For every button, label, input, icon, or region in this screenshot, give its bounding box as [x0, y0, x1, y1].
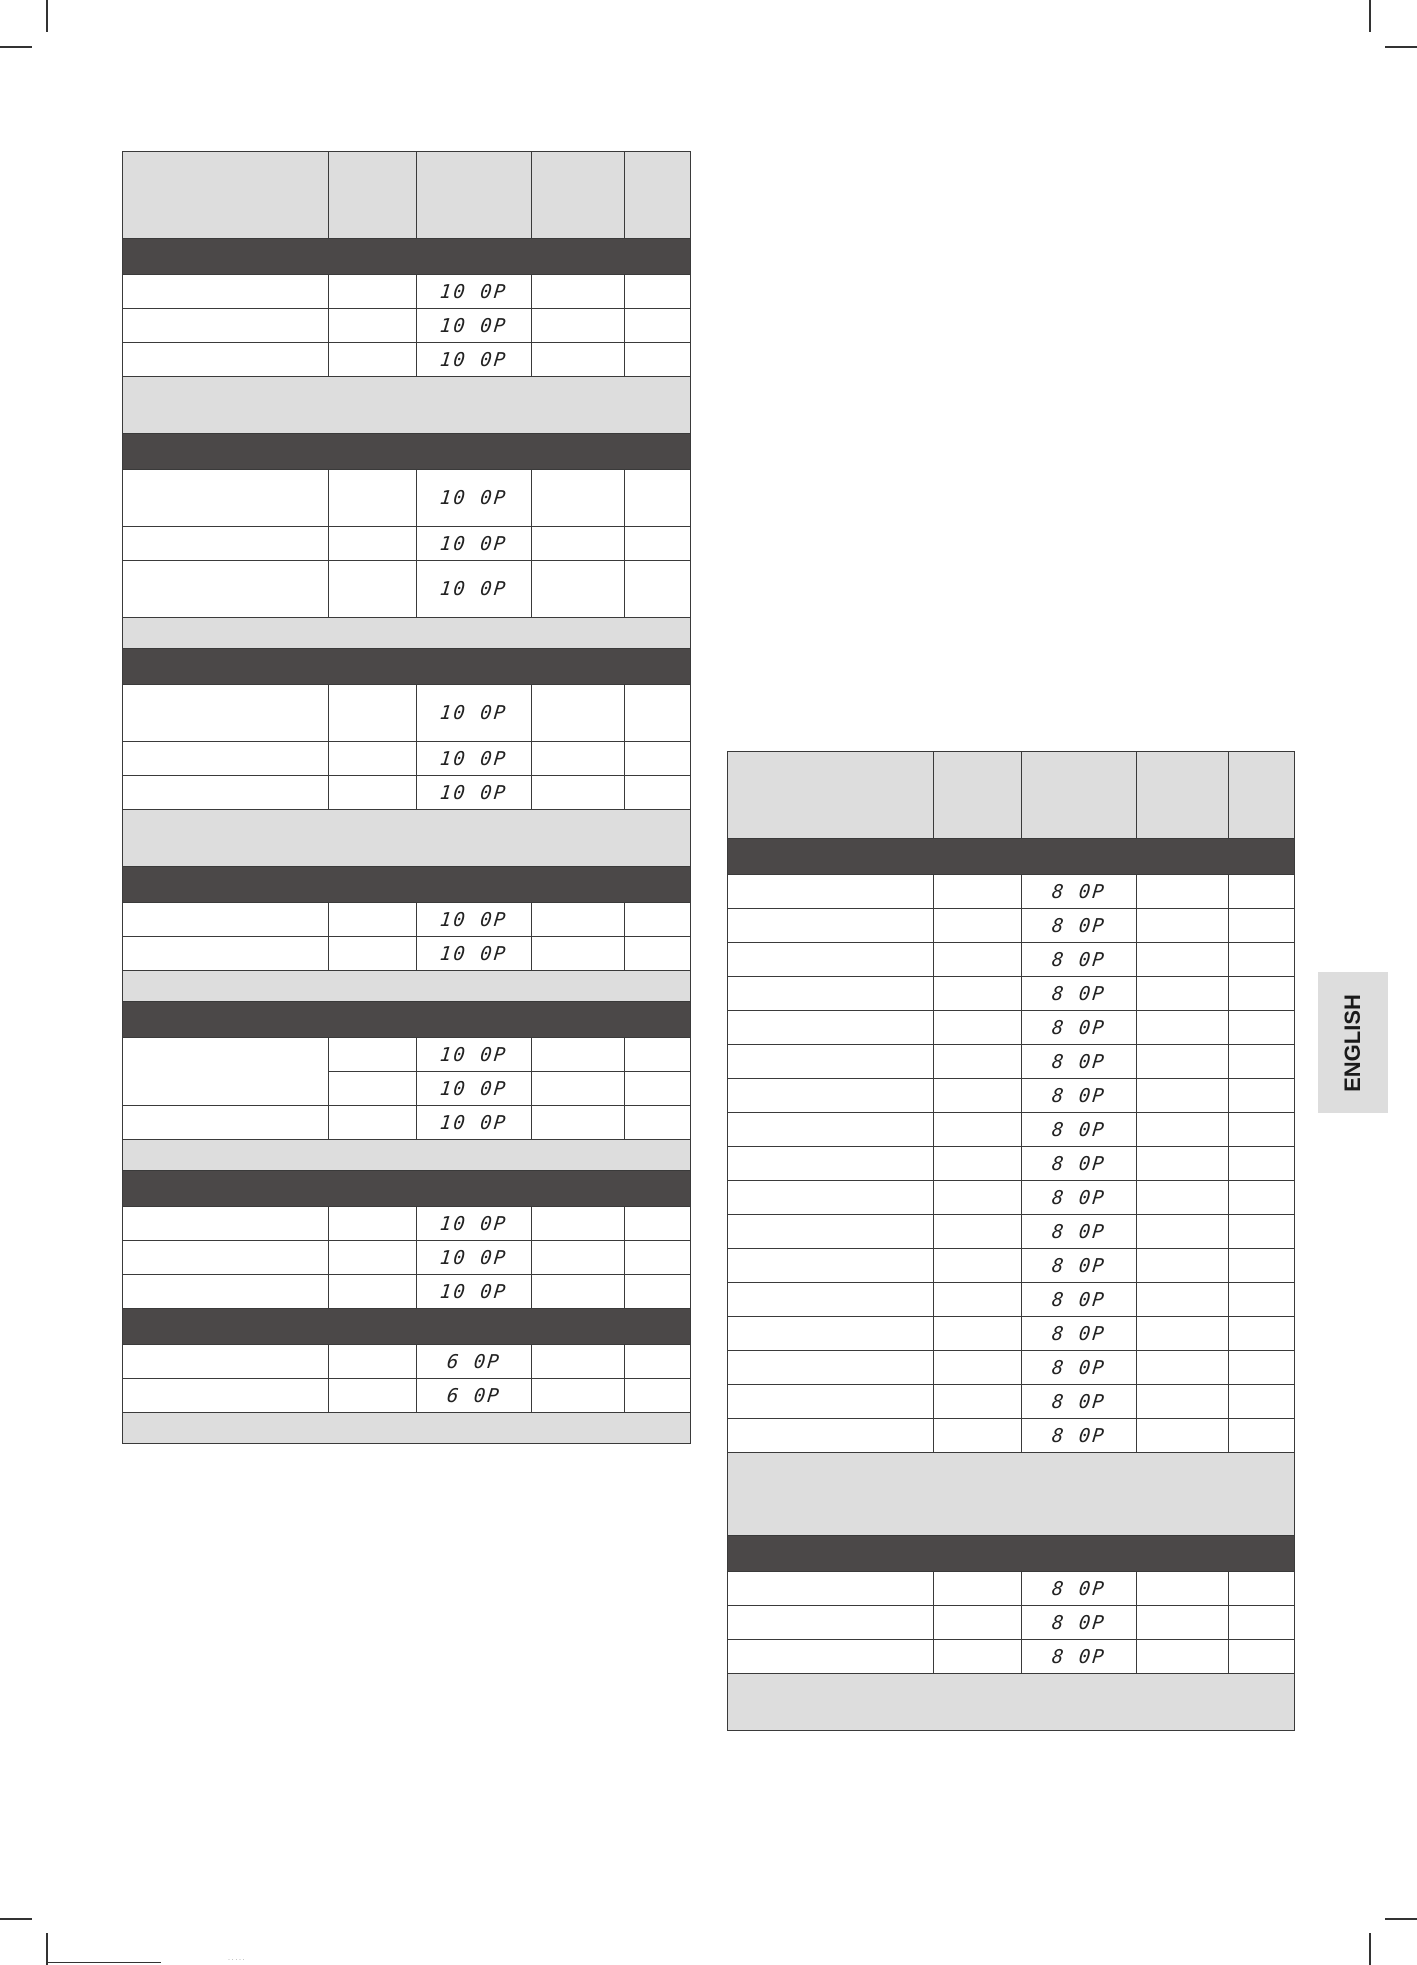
note-row	[123, 618, 691, 649]
table-row	[728, 1045, 1295, 1079]
table-row	[728, 1011, 1295, 1045]
table-row	[123, 527, 691, 561]
crop-mark	[46, 1962, 161, 1963]
table-row	[728, 1640, 1295, 1674]
section-row	[123, 239, 691, 275]
power-display: 10 0P	[439, 487, 509, 509]
language-tab-label: ENGLISH	[1340, 993, 1365, 1092]
table-row	[728, 875, 1295, 909]
power-display: 8 0P	[1050, 1050, 1108, 1073]
section-row	[123, 1002, 691, 1038]
power-display: 10 0P	[439, 1111, 509, 1134]
power-display: 8 0P	[1050, 1424, 1108, 1447]
power-display: 10 0P	[439, 1077, 509, 1100]
note-row	[123, 971, 691, 1002]
power-display: 8 0P	[1050, 982, 1108, 1005]
table-row	[123, 1207, 691, 1241]
section-row	[123, 867, 691, 903]
note-row	[728, 1453, 1295, 1536]
table-row	[728, 1572, 1295, 1606]
table-row	[728, 1317, 1295, 1351]
power-display: 8 0P	[1050, 1152, 1108, 1175]
note-row	[123, 377, 691, 434]
cooking-table-right	[727, 751, 1295, 1731]
table-row	[728, 1113, 1295, 1147]
power-display: 10 0P	[439, 578, 509, 600]
power-display: 10 0P	[439, 280, 509, 303]
power-display: 8 0P	[1050, 1254, 1108, 1277]
power-display: 10 0P	[439, 348, 509, 371]
table-row	[728, 1385, 1295, 1419]
table-row	[728, 1351, 1295, 1385]
power-display: 8 0P	[1050, 914, 1108, 937]
section-row	[123, 649, 691, 685]
cooking-table-left	[122, 151, 691, 1444]
table-row	[123, 1241, 691, 1275]
power-display: 8 0P	[1050, 1118, 1108, 1141]
table-row	[123, 903, 691, 937]
crop-mark	[46, 1933, 48, 1965]
table-row	[123, 1038, 691, 1072]
power-display: 8 0P	[1050, 1288, 1108, 1311]
section-row	[728, 839, 1295, 875]
power-display: 10 0P	[439, 532, 509, 555]
table-row	[123, 1275, 691, 1309]
note-row	[123, 1413, 691, 1444]
section-row	[123, 434, 691, 470]
power-display: 10 0P	[439, 1043, 509, 1066]
table-row	[123, 1379, 691, 1413]
power-display: 10 0P	[439, 314, 509, 337]
table-header	[728, 752, 1295, 839]
table-row	[123, 776, 691, 810]
table-row	[123, 309, 691, 343]
power-display: 8 0P	[1050, 1356, 1108, 1379]
power-display: 10 0P	[439, 908, 509, 931]
table-row	[123, 742, 691, 776]
crop-mark	[46, 0, 48, 32]
power-display: 10 0P	[439, 781, 509, 804]
table-row	[728, 977, 1295, 1011]
table-row	[728, 1419, 1295, 1453]
power-display: 10 0P	[439, 1280, 509, 1303]
power-display: 8 0P	[1050, 948, 1108, 971]
power-display: 8 0P	[1050, 1186, 1108, 1209]
table-row	[123, 1106, 691, 1140]
table-row	[728, 1181, 1295, 1215]
power-display: 8 0P	[1050, 1645, 1108, 1668]
power-display: 8 0P	[1050, 1611, 1108, 1634]
table-row	[728, 909, 1295, 943]
table-row	[123, 275, 691, 309]
power-display: 8 0P	[1050, 1016, 1108, 1039]
footer-mark: · · · · ·	[228, 1957, 245, 1963]
table-row	[728, 1215, 1295, 1249]
power-display: 10 0P	[439, 702, 509, 724]
table-row	[123, 343, 691, 377]
note-row	[123, 1140, 691, 1171]
power-display: 6 0P	[445, 1350, 503, 1373]
table-header	[123, 152, 691, 239]
power-display: 10 0P	[439, 1246, 509, 1269]
power-display: 8 0P	[1050, 1084, 1108, 1107]
power-display: 10 0P	[439, 747, 509, 770]
note-row	[123, 810, 691, 867]
table-row	[123, 470, 691, 527]
table-row	[123, 561, 691, 618]
power-display: 10 0P	[439, 942, 509, 965]
table-row	[728, 1079, 1295, 1113]
table-row	[728, 1606, 1295, 1640]
crop-mark	[1369, 1933, 1371, 1965]
note-row	[728, 1674, 1295, 1731]
power-display: 8 0P	[1050, 1577, 1108, 1600]
crop-mark	[1369, 0, 1371, 32]
table-row	[728, 943, 1295, 977]
crop-mark	[0, 1918, 32, 1920]
table-row	[728, 1147, 1295, 1181]
section-row	[123, 1309, 691, 1345]
power-display: 10 0P	[439, 1212, 509, 1235]
power-display: 8 0P	[1050, 1220, 1108, 1243]
section-row	[123, 1171, 691, 1207]
table-row	[123, 937, 691, 971]
section-row	[728, 1536, 1295, 1572]
table-row	[123, 1345, 691, 1379]
power-display: 8 0P	[1050, 1390, 1108, 1413]
language-tab	[1318, 972, 1388, 1113]
crop-mark	[0, 46, 32, 48]
table-row	[123, 685, 691, 742]
power-display: 8 0P	[1050, 1322, 1108, 1345]
crop-mark	[1385, 1918, 1417, 1920]
power-display: 6 0P	[445, 1384, 503, 1407]
table-row	[728, 1249, 1295, 1283]
table-row	[728, 1283, 1295, 1317]
crop-mark	[1385, 46, 1417, 48]
power-display: 8 0P	[1050, 880, 1108, 903]
